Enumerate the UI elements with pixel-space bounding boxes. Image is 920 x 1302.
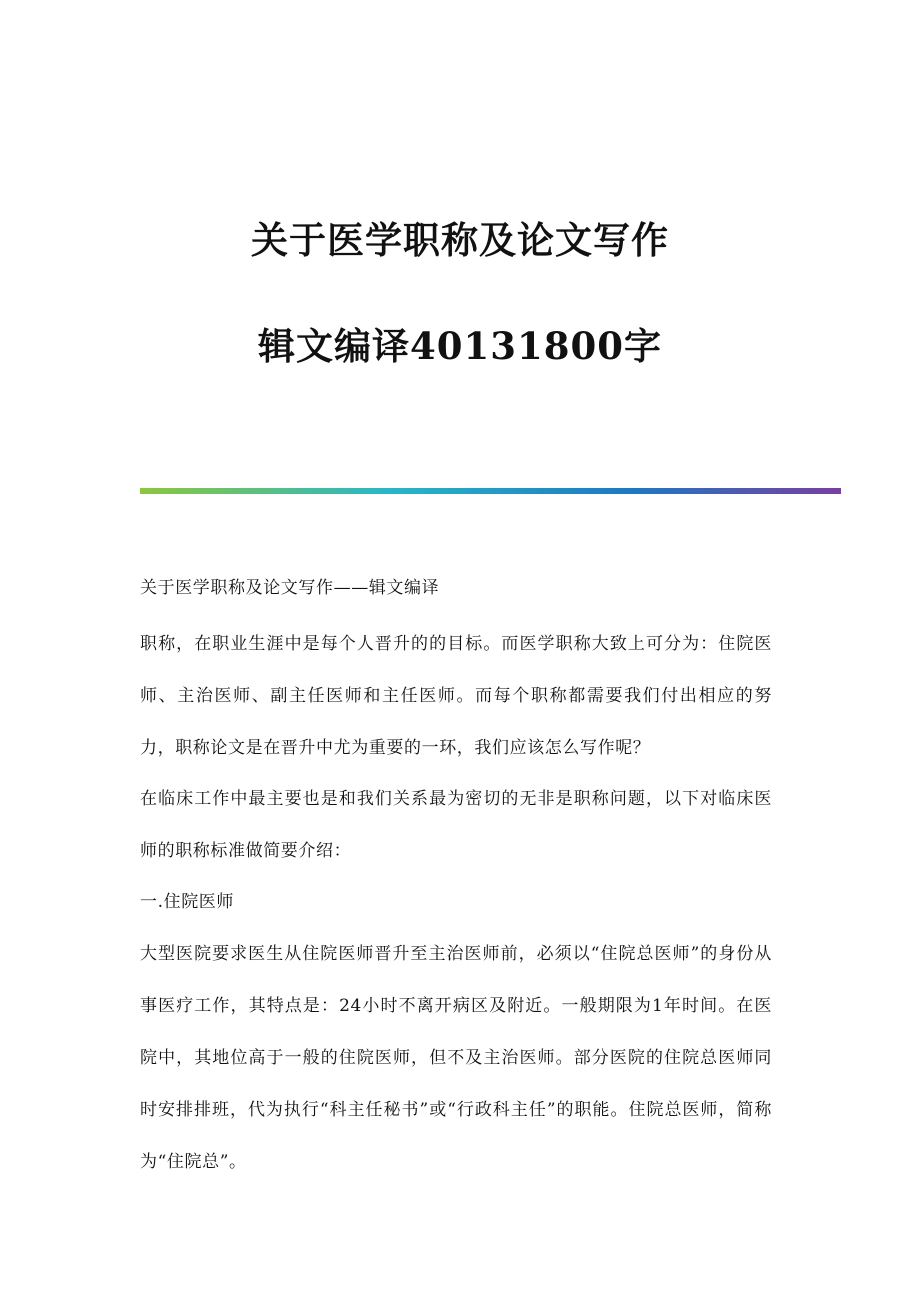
gradient-divider (140, 488, 841, 494)
document-title-line-1: 关于医学职称及论文写作 (251, 218, 669, 262)
section-heading-resident: 一.住院医师 (140, 892, 235, 912)
document-subtitle: 关于医学职称及论文写作——辑文编译 (140, 578, 440, 598)
paragraph-intro: 职称，在职业生涯中是每个人晋升的的目标。而医学职称大致上可分为：住院医师、主治医师、副主任医师和主任医师。而每个职称都需要我们付出相应的努力，职称论文是在晋升中尤为重要的一环，我们应该怎么写作呢？ (140, 634, 772, 758)
paragraph-resident: 大型医院要求医生从住院医师晋升至主治医师前，必须以“住院总医师”的身份从事医疗工作，其特点是：24小时不离开病区及附近。一般期限为1年时间。在医院中，其地位高于一般的住院医师，但不及主治医师。部分医院的住院总医师同时安排排班，代为执行“科主任秘书”或“行政科主任”的职能。住院总医师，简称为“住院总”。 (140, 944, 772, 1172)
paragraph-clinical: 在临床工作中最主要也是和我们关系最为密切的无非是职称问题，以下对临床医师的职称标准做简要介绍： (140, 789, 772, 861)
document-title-line-2: 辑文编译40131800字 (258, 324, 662, 368)
